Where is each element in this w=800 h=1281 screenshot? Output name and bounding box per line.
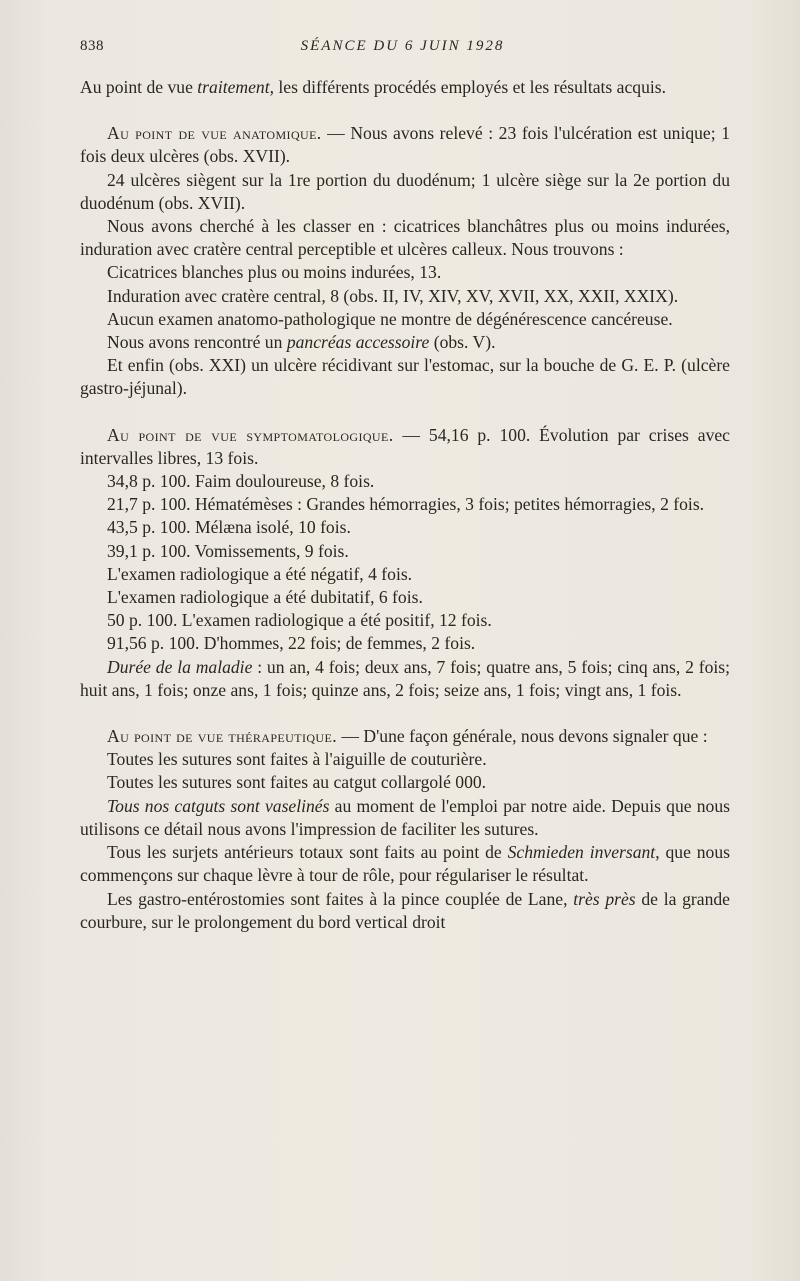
emphasis: traitement [197,77,270,97]
paragraph: Toutes les sutures sont faites au catgut collargolé 000. [107,772,487,793]
paragraph: Nous avons cherché à les classer en : cicatrices blanchâtres plus ou moins indurées, induration avec cratère central perceptible et ulcères calleux. Nous trouvons : [80,216,730,260]
emphasis: Durée de la maladie [107,656,253,677]
section-heading: Au point de vue anatomique. [107,123,322,144]
body-text [80,76,730,934]
running-title: SÉANCE DU 6 JUIN 1928 [300,38,505,54]
section-heading: Au point de vue symptomatologique. [107,424,394,445]
paragraph: 43,5 p. 100. Mélæna isolé, 10 fois. [107,517,351,538]
paragraph: 24 ulcères siègent sur la 1re portion du duodénum; 1 ulcère siège sur la 2e portion du duodénum (obs. XVII). [80,169,730,213]
paragraph: Induration avec cratère central, 8 (obs. II, IV, XIV, XV, XVII, XX, XXII, XXIX). [107,285,679,306]
paragraph: Tous nos catguts sont vaselinés au moment de l'emploi par notre aide. Depuis que nous utilisons ce détail nous avons l'impression de faciliter les sutures. [80,795,730,839]
section-anatomique: Au point de vue anatomique. — Nous avons relevé : 23 fois l'ulcération est unique; 1 fois deux ulcères (obs. XVII). [80,123,730,167]
paragraph: Aucun examen anatomo-pathologique ne montre de dégénérescence cancéreuse. [107,308,673,329]
paragraph: Les gastro-entérostomies sont faites à la pince couplée de Lane, très près de la grande courbure, sur le prolongement du bord vertical droit [80,888,730,932]
emphasis: très près [573,888,636,909]
paragraph: Cicatrices blanches plus ou moins indurées, 13. [107,262,442,283]
paragraph: 50 p. 100. L'examen radiologique a été positif, 12 fois. [107,610,492,631]
paragraph: Et enfin (obs. XXI) un ulcère récidivant sur l'estomac, sur la bouche de G. E. P. (ulcère gastro-jéjunal). [80,355,730,399]
running-header [80,38,725,58]
paragraph: Tous les surjets antérieurs totaux sont faits au point de Schmieden inversant, que nous commençons sur chaque lèvre à tour de rôle, pour régulariser le résultat. [80,842,730,886]
paragraph: 21,7 p. 100. Hématémèses : Grandes hémorragies, 3 fois; petites hémorragies, 2 fois. [107,494,705,515]
emphasis: pancréas accessoire [286,332,430,353]
paragraph-intro: Au point de vue traitement, les différents procédés employés et les résultats acquis. [80,77,667,97]
section-heading: Au point de vue thérapeutique. [107,726,338,747]
emphasis: Tous nos catguts sont vaselinés [107,795,330,816]
paragraph: L'examen radiologique a été dubitatif, 6 fois. [107,587,423,608]
emphasis: Schmieden inversant [507,842,656,863]
page-number: 838 [80,38,104,54]
paragraph: L'examen radiologique a été négatif, 4 fois. [107,563,413,584]
paragraph: Durée de la maladie : un an, 4 fois; deux ans, 7 fois; quatre ans, 5 fois; cinq ans, 2 fois; huit ans, 1 fois; onze ans, 1 fois; quinze ans, 2 fois; seize ans, 1 fois; vingt ans, 1 fois. [80,656,730,700]
paragraph: 34,8 p. 100. Faim douloureuse, 8 fois. [107,471,375,492]
paragraph: 91,56 p. 100. D'hommes, 22 fois; de femmes, 2 fois. [107,633,476,654]
section-therapeutique: Au point de vue thérapeutique. — D'une façon générale, nous devons signaler que : [107,726,708,747]
section-symptomatologique: Au point de vue symptomatologique. — 54,16 p. 100. Évolution par crises avec intervalles libres, 13 fois. [80,424,730,468]
paragraph: 39,1 p. 100. Vomissements, 9 fois. [107,540,349,561]
paragraph: Nous avons rencontré un pancréas accessoire (obs. V). [107,332,496,353]
paragraph: Toutes les sutures sont faites à l'aiguille de couturière. [107,749,487,770]
